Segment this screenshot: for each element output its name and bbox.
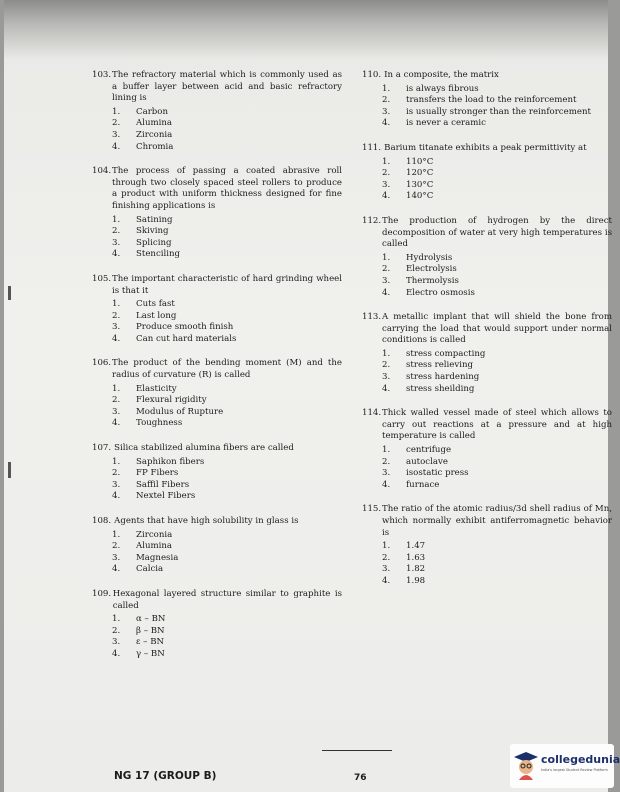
question-112 — [362, 216, 612, 299]
option-number: 2. — [112, 226, 121, 237]
option-item — [112, 384, 342, 396]
option-number: 4. — [382, 118, 391, 129]
question-103 — [92, 70, 342, 153]
option-item — [382, 180, 612, 192]
question-text: The ratio of the atomic radius/3d shell radius of Mn, which normally exhibit antiferromagnetic behavior is — [382, 504, 612, 538]
option-list — [112, 107, 342, 153]
option-item — [382, 95, 612, 107]
question-114 — [362, 408, 612, 491]
option-item — [382, 384, 612, 396]
option-text: Can cut hard materials — [136, 333, 237, 344]
question-stem — [92, 589, 342, 612]
option-text: Toughness — [136, 418, 183, 429]
question-text: Silica stabilized alumina fibers are called — [114, 443, 294, 454]
question-stem — [92, 358, 342, 381]
question-107 — [92, 443, 342, 503]
option-number: 4. — [382, 287, 391, 298]
option-text: transfers the load to the reinforcement — [406, 95, 577, 106]
option-list — [112, 384, 342, 430]
option-text: Modulus of Rupture — [136, 406, 224, 417]
option-text: FP Fibers — [136, 468, 179, 479]
option-text: 110°C — [406, 156, 434, 167]
question-115 — [362, 504, 612, 587]
option-number: 2. — [112, 118, 121, 129]
question-number: 108. — [92, 516, 112, 526]
option-text: is never a ceramic — [406, 118, 486, 129]
option-number: 1. — [382, 156, 391, 167]
option-text: Nextel Fibers — [136, 491, 196, 502]
option-item — [112, 238, 342, 250]
option-text: β – BN — [136, 625, 165, 636]
option-number: 4. — [112, 648, 121, 659]
option-number: 4. — [112, 491, 121, 502]
brand-tagline: India's largest Student Review Platform — [541, 768, 608, 772]
option-item — [382, 107, 612, 119]
question-stem — [92, 70, 342, 105]
option-item — [382, 84, 612, 96]
option-number: 3. — [112, 322, 121, 333]
question-stem — [92, 443, 342, 455]
option-text: α – BN — [136, 614, 166, 625]
question-text: A metallic implant that will shield the bone from carrying the load that would support under normal conditions is called — [382, 312, 612, 346]
option-number: 2. — [382, 360, 391, 371]
option-text: isostatic press — [406, 468, 469, 479]
option-item — [112, 553, 342, 565]
option-item — [112, 311, 342, 323]
exam-page — [4, 0, 620, 792]
option-list — [112, 614, 342, 660]
option-item — [112, 480, 342, 492]
question-text: The refractory material which is commonly used as a buffer layer between acid and basic refractory lining is — [112, 70, 342, 104]
question-stem — [362, 70, 612, 82]
option-item — [382, 191, 612, 203]
option-number: 1. — [382, 541, 391, 552]
option-item — [112, 334, 342, 346]
option-text: Produce smooth finish — [136, 322, 234, 333]
option-text: Hydrolysis — [406, 252, 453, 263]
option-text: 1.47 — [406, 541, 426, 552]
scan-shadow — [4, 0, 608, 60]
question-110 — [362, 70, 612, 130]
option-item — [112, 564, 342, 576]
option-text: 1.82 — [406, 564, 426, 575]
option-item — [382, 541, 612, 553]
option-number: 3. — [382, 179, 391, 190]
question-text: The product of the bending moment (M) and the radius of curvature (R) is called — [112, 358, 342, 381]
question-text: The process of passing a coated abrasive roll through two closely spaced steel rollers to produce a product with uniform thickness designed for fine finishing applications is — [112, 166, 342, 211]
option-item — [382, 553, 612, 565]
option-number: 3. — [112, 552, 121, 563]
option-item — [382, 349, 612, 361]
option-item — [382, 253, 612, 265]
question-stem — [362, 312, 612, 347]
option-item — [112, 395, 342, 407]
option-item — [382, 168, 612, 180]
option-number: 2. — [112, 541, 121, 552]
option-number: 4. — [382, 383, 391, 394]
option-list — [112, 530, 342, 576]
option-number: 1. — [112, 529, 121, 540]
option-number: 4. — [382, 191, 391, 202]
option-text: Alumina — [136, 541, 173, 552]
option-item — [112, 215, 342, 227]
option-item — [382, 480, 612, 492]
option-text: Electrolysis — [406, 264, 457, 275]
question-stem — [362, 408, 612, 443]
option-number: 2. — [382, 456, 391, 467]
option-item — [112, 322, 342, 334]
option-text: is usually stronger than the reinforcement — [406, 106, 591, 117]
option-list — [112, 457, 342, 503]
option-text: Last long — [136, 310, 177, 321]
question-109 — [92, 589, 342, 661]
option-list — [382, 157, 612, 203]
option-number: 4. — [112, 249, 121, 260]
option-item — [112, 118, 342, 130]
option-number: 3. — [112, 406, 121, 417]
question-stem — [92, 516, 342, 528]
option-text: stress compacting — [406, 348, 486, 359]
option-number: 1. — [112, 214, 121, 225]
margin-mark — [8, 462, 11, 478]
question-text: Barium titanate exhibits a peak permittivity at — [384, 142, 587, 153]
option-item — [382, 264, 612, 276]
option-number: 4. — [382, 575, 391, 586]
option-item — [382, 457, 612, 469]
option-text: 1.98 — [406, 575, 426, 586]
option-number: 2. — [382, 95, 391, 106]
option-text: Skiving — [136, 226, 169, 237]
question-stem — [362, 504, 612, 539]
question-number: 104. — [92, 166, 112, 177]
question-105 — [92, 274, 342, 346]
question-111 — [362, 143, 612, 203]
option-item — [112, 407, 342, 419]
option-text: centrifuge — [406, 445, 452, 456]
option-text: Satining — [136, 214, 173, 225]
option-item — [382, 564, 612, 576]
option-text: Splicing — [136, 237, 172, 248]
option-number: 4. — [112, 418, 121, 429]
question-108 — [92, 516, 342, 576]
option-text: Cuts fast — [136, 299, 175, 310]
option-item — [382, 372, 612, 384]
option-number: 2. — [112, 395, 121, 406]
option-item — [112, 614, 342, 626]
option-item — [382, 445, 612, 457]
option-text: Thermolysis — [406, 275, 459, 286]
option-text: Zirconia — [136, 529, 173, 540]
option-text: 140°C — [406, 191, 434, 202]
option-item — [112, 130, 342, 142]
question-stem — [92, 274, 342, 297]
question-number: 107. — [92, 443, 112, 454]
option-item — [112, 418, 342, 430]
option-item — [112, 249, 342, 261]
option-number: 1. — [112, 106, 121, 117]
question-number: 115. — [362, 504, 382, 515]
question-text: In a composite, the matrix — [384, 70, 499, 80]
option-text: Electro osmosis — [406, 287, 475, 298]
option-number: 1. — [382, 348, 391, 359]
question-number: 105. — [92, 273, 112, 284]
option-text: furnace — [406, 479, 440, 490]
option-number: 3. — [382, 106, 391, 117]
option-item — [112, 491, 342, 503]
option-number: 4. — [112, 333, 121, 344]
option-text: 130°C — [406, 179, 434, 190]
footer-rule — [322, 750, 392, 751]
option-number: 1. — [382, 445, 391, 456]
option-text: Alumina — [136, 118, 173, 129]
option-number: 3. — [112, 637, 121, 648]
option-item — [112, 530, 342, 542]
question-104 — [92, 166, 342, 261]
option-text: 1.63 — [406, 552, 426, 563]
option-list — [382, 541, 612, 587]
option-number: 1. — [112, 383, 121, 394]
option-number: 3. — [112, 129, 121, 140]
right-column — [362, 70, 612, 601]
question-number: 113. — [362, 312, 382, 323]
option-item — [112, 637, 342, 649]
option-item — [112, 541, 342, 553]
option-item — [112, 299, 342, 311]
option-item — [382, 360, 612, 372]
question-number: 111. — [362, 142, 382, 153]
question-number: 106. — [92, 358, 112, 369]
option-text: autoclave — [406, 456, 448, 467]
option-text: Zirconia — [136, 129, 173, 140]
question-number: 114. — [362, 408, 382, 419]
option-list — [112, 215, 342, 261]
option-text: Saphikon fibers — [136, 456, 205, 467]
option-text: Calcia — [136, 564, 164, 575]
option-number: 4. — [112, 141, 121, 152]
question-stem — [362, 143, 612, 155]
option-text: ε – BN — [136, 637, 165, 648]
option-number: 4. — [112, 564, 121, 575]
question-106 — [92, 358, 342, 430]
option-number: 1. — [112, 299, 121, 310]
option-number: 2. — [112, 310, 121, 321]
option-number: 2. — [382, 168, 391, 179]
option-number: 2. — [112, 625, 121, 636]
option-text: 120°C — [406, 168, 434, 179]
option-number: 3. — [382, 564, 391, 575]
option-item — [382, 157, 612, 169]
option-number: 3. — [112, 479, 121, 490]
question-text: Hexagonal layered structure similar to graphite is called — [112, 588, 342, 611]
option-item — [112, 226, 342, 238]
option-item — [382, 468, 612, 480]
option-number: 1. — [382, 83, 391, 94]
option-item — [382, 276, 612, 288]
option-list — [382, 349, 612, 395]
question-number: 110. — [362, 70, 382, 80]
option-number: 1. — [112, 456, 121, 467]
option-item — [112, 457, 342, 469]
option-text: Saffil Fibers — [136, 479, 190, 490]
graduate-icon — [513, 750, 539, 780]
option-number: 2. — [382, 264, 391, 275]
option-text: is always fibrous — [406, 83, 479, 94]
option-list — [382, 253, 612, 299]
question-113 — [362, 312, 612, 395]
option-list — [112, 299, 342, 345]
option-text: Magnesia — [136, 552, 179, 563]
option-text: stress hardening — [406, 372, 480, 383]
question-text: Thick walled vessel made of steel which allows to carry out reactions at a pressure and at high temperature is called — [382, 408, 612, 442]
option-number: 4. — [382, 479, 391, 490]
question-text: Agents that have high solubility in glass is — [114, 516, 299, 526]
option-number: 3. — [382, 372, 391, 383]
question-stem — [362, 216, 612, 251]
option-text: stress relieving — [406, 360, 474, 371]
option-item — [112, 468, 342, 480]
question-text: The important characteristic of hard grinding wheel is that it — [112, 273, 342, 296]
option-item — [112, 626, 342, 638]
option-number: 3. — [112, 237, 121, 248]
left-column — [92, 70, 342, 674]
option-item — [112, 649, 342, 661]
question-stem — [92, 166, 342, 212]
option-text: Stenciling — [136, 249, 181, 260]
option-number: 1. — [112, 614, 121, 625]
option-text: Elasticity — [136, 383, 177, 394]
question-text: The production of hydrogen by the direct decomposition of water at very high temperatures is called — [382, 215, 612, 250]
option-item — [112, 142, 342, 154]
page-number: 76 — [354, 773, 367, 783]
option-number: 1. — [382, 252, 391, 263]
option-text: Carbon — [136, 106, 169, 117]
option-item — [112, 107, 342, 119]
option-number: 3. — [382, 468, 391, 479]
option-number: 3. — [382, 275, 391, 286]
option-text: Flexural rigidity — [136, 395, 207, 406]
paper-code: NG 17 (GROUP B) — [114, 770, 217, 782]
question-number: 103. — [92, 70, 112, 80]
watermark-logo — [510, 744, 620, 788]
option-item — [382, 118, 612, 130]
option-item — [382, 576, 612, 588]
option-text: stress sheilding — [406, 383, 475, 394]
option-text: Chromia — [136, 141, 174, 152]
brand-name: collegedunia — [541, 753, 620, 766]
option-list — [382, 445, 612, 491]
question-number: 109. — [92, 588, 112, 599]
option-number: 2. — [112, 468, 121, 479]
option-number: 2. — [382, 552, 391, 563]
margin-mark — [8, 286, 11, 300]
question-number: 112. — [362, 215, 382, 226]
option-item — [382, 288, 612, 300]
option-text: γ – BN — [136, 648, 165, 659]
option-list — [382, 84, 612, 130]
